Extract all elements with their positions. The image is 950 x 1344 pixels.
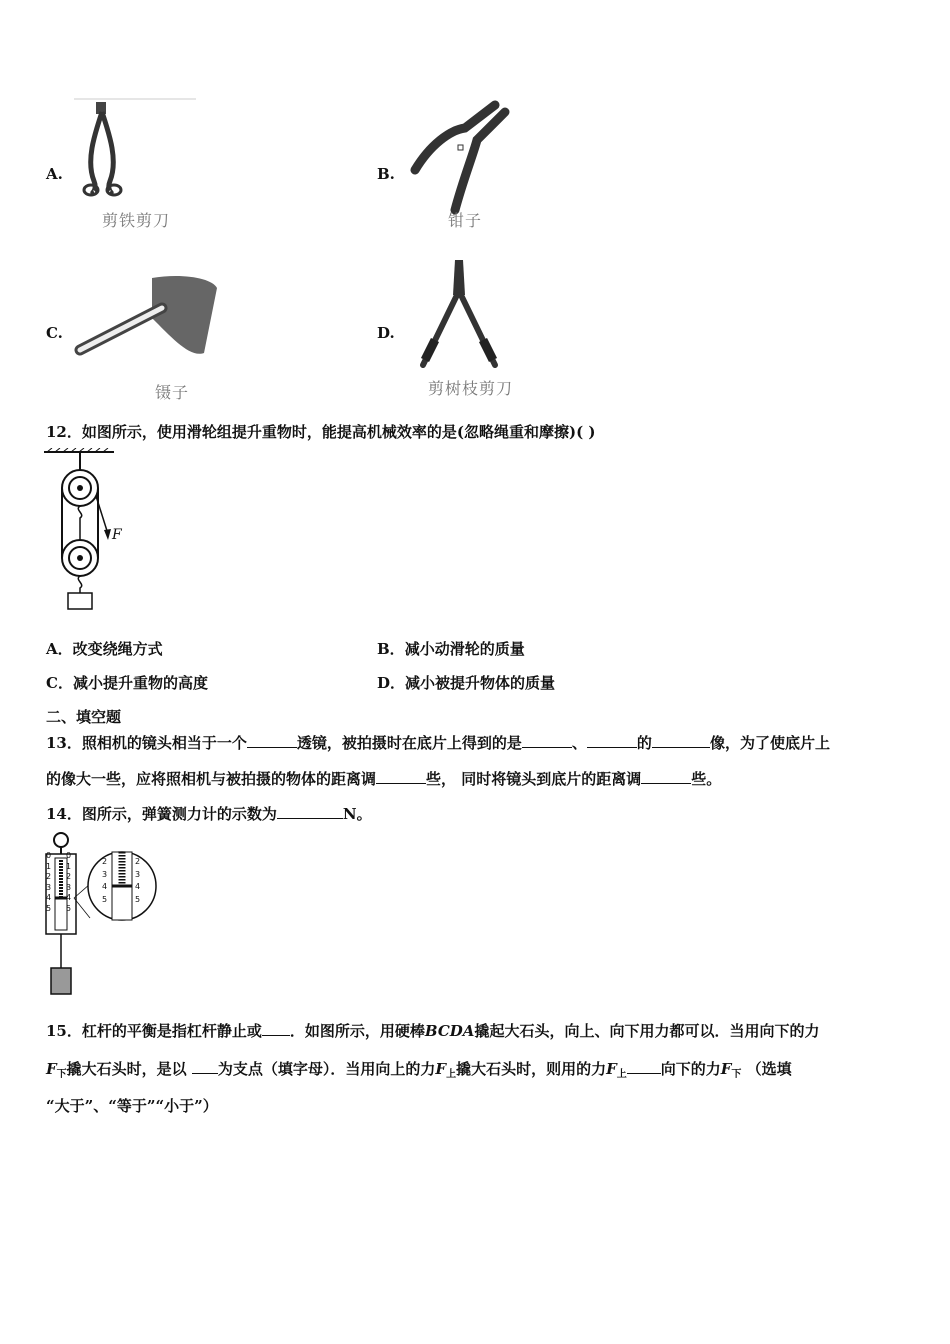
option-d-caption: 剪树枝剪刀 xyxy=(428,379,514,398)
q13-text-6: 的像大一些，应将照相机与被拍摄的物体的距离调 xyxy=(46,770,377,788)
q13-blank-1[interactable] xyxy=(247,733,297,748)
force-f-label: F xyxy=(112,527,122,543)
q13-line-2 xyxy=(46,768,721,789)
q12-option-a-letter: A． xyxy=(46,640,73,658)
q13-text-3: 、 xyxy=(571,734,587,752)
scale-tick-1: 1 xyxy=(46,861,52,871)
q13-text-8: 些。 xyxy=(691,770,722,788)
zoom-tick-r2: 2 xyxy=(135,857,141,866)
q13-text-1: 13．照相机的镜头相当于一个 xyxy=(46,734,247,752)
zoom-numbers-right xyxy=(135,856,140,906)
option-d-letter: D. xyxy=(377,324,395,342)
scale-numbers-right xyxy=(66,851,71,915)
q14-text-1: 14．图所示，弹簧测力计的示数为 xyxy=(46,805,277,823)
scale-tick-r0: 0 xyxy=(66,851,72,860)
q15-text-2: ．如图所示，用硬棒 xyxy=(289,1022,425,1040)
scale-tick-r5: 5 xyxy=(66,903,72,913)
q13-text-5: 像，为了使底片上 xyxy=(709,734,830,752)
zoom-tick-r4: 4 xyxy=(135,882,141,891)
option-b-letter: B. xyxy=(377,165,395,183)
q13-blank-5[interactable] xyxy=(376,769,426,784)
q12-stem: 12．如图所示，使用滑轮组提升重物时，能提高机械效率的是(忽略绳重和摩擦)( ) xyxy=(46,423,596,441)
q15-text-1: 15．杠杆的平衡是指杠杆静止或 xyxy=(46,1022,262,1040)
q15-f-3: F xyxy=(606,1060,617,1078)
q15-text-9: “大于”、“等于”“小于”） xyxy=(46,1097,218,1115)
q15-f-1: F xyxy=(46,1060,57,1078)
scale-tick-2: 2 xyxy=(46,872,52,882)
q14-blank[interactable] xyxy=(277,804,343,819)
q15-sub-up-1: 上 xyxy=(446,1069,457,1080)
q15-text-8: （选填 xyxy=(746,1060,792,1078)
q13-text-4: 的 xyxy=(636,734,652,752)
q12-option-d-letter: D． xyxy=(377,674,406,692)
q15-blank-1[interactable] xyxy=(262,1021,290,1036)
q12-option-d xyxy=(377,672,555,693)
option-a-letter: A. xyxy=(46,165,63,183)
q12-option-b-letter: B． xyxy=(377,640,405,658)
option-c-letter: C. xyxy=(46,324,63,342)
q13-blank-2[interactable] xyxy=(522,733,572,748)
scale-tick-r4: 4 xyxy=(66,893,72,903)
q12-option-b xyxy=(377,638,525,659)
q15-blank-3[interactable] xyxy=(627,1059,661,1074)
q15-bcda: BCDA xyxy=(424,1022,475,1040)
q15-text-4: 撬大石头时，是以 xyxy=(66,1060,187,1078)
scale-numbers-left xyxy=(46,851,51,915)
q14-line xyxy=(46,803,372,824)
q15-sub-down-1: 下 xyxy=(56,1069,67,1080)
zoom-tick-3: 3 xyxy=(102,869,108,879)
q15-line-1 xyxy=(46,1020,819,1041)
scale-tick-4: 4 xyxy=(46,893,52,903)
zoom-tick-4: 4 xyxy=(102,882,108,891)
q12-option-a-text: 改变绕绳方式 xyxy=(72,640,163,658)
q13-blank-6[interactable] xyxy=(641,769,691,784)
option-c-caption: 镊子 xyxy=(155,383,190,402)
q15-text-5: 为支点（填字母）．当用向上的力 xyxy=(217,1060,436,1078)
scale-tick-r3: 3 xyxy=(66,882,72,892)
q15-text-3: 撬起大石头，向上、向下用力都可以．当用向下的力 xyxy=(474,1022,820,1040)
zoom-numbers-left xyxy=(102,856,107,906)
pruning-shears-image xyxy=(405,255,525,370)
q15-text-6: 撬大石头时，则用的力 xyxy=(456,1060,607,1078)
q13-blank-4[interactable] xyxy=(652,733,710,748)
tweezers-image xyxy=(72,268,222,368)
scale-tick-r2: 2 xyxy=(66,872,72,882)
scale-tick-r1: 1 xyxy=(66,861,72,871)
q12-option-b-text: 减小动滑轮的质量 xyxy=(404,640,525,658)
zoom-tick-r5: 5 xyxy=(135,894,141,904)
zoom-tick-2: 2 xyxy=(102,857,108,866)
q12-option-c-text: 减小提升重物的高度 xyxy=(72,674,208,692)
q15-sub-up-2: 上 xyxy=(616,1069,627,1080)
q13-text-7: 些， 同时将镜头到底片的距离调 xyxy=(426,770,642,788)
scale-tick-0: 0 xyxy=(46,851,52,860)
q13-line-1 xyxy=(46,732,830,753)
q13-blank-3[interactable] xyxy=(587,733,637,748)
option-a-caption: 剪铁剪刀 xyxy=(102,211,171,230)
q15-line-2 xyxy=(46,1058,792,1079)
q12-option-a xyxy=(46,638,163,659)
zoom-tick-5: 5 xyxy=(102,894,108,904)
scale-tick-5: 5 xyxy=(46,903,52,913)
scale-tick-3: 3 xyxy=(46,882,52,892)
q15-f-4: F xyxy=(720,1060,732,1078)
q12-option-d-text: 减小被提升物体的质量 xyxy=(405,674,556,692)
q14-text-2: N。 xyxy=(342,805,372,823)
q15-line-3 xyxy=(46,1095,218,1116)
option-b-caption: 钳子 xyxy=(448,211,483,230)
q12-option-c-letter: C． xyxy=(46,674,73,692)
section-title: 二、填空题 xyxy=(46,708,122,726)
zoom-tick-r3: 3 xyxy=(135,869,141,879)
q15-blank-2[interactable] xyxy=(192,1059,218,1074)
q12-option-c xyxy=(46,672,208,693)
q15-text-7: 向下的力 xyxy=(660,1060,721,1078)
q15-f-2: F xyxy=(435,1060,447,1078)
q13-text-2: 透镜，被拍摄时在底片上得到的是 xyxy=(296,734,522,752)
q15-sub-down-2: 下 xyxy=(731,1069,742,1080)
